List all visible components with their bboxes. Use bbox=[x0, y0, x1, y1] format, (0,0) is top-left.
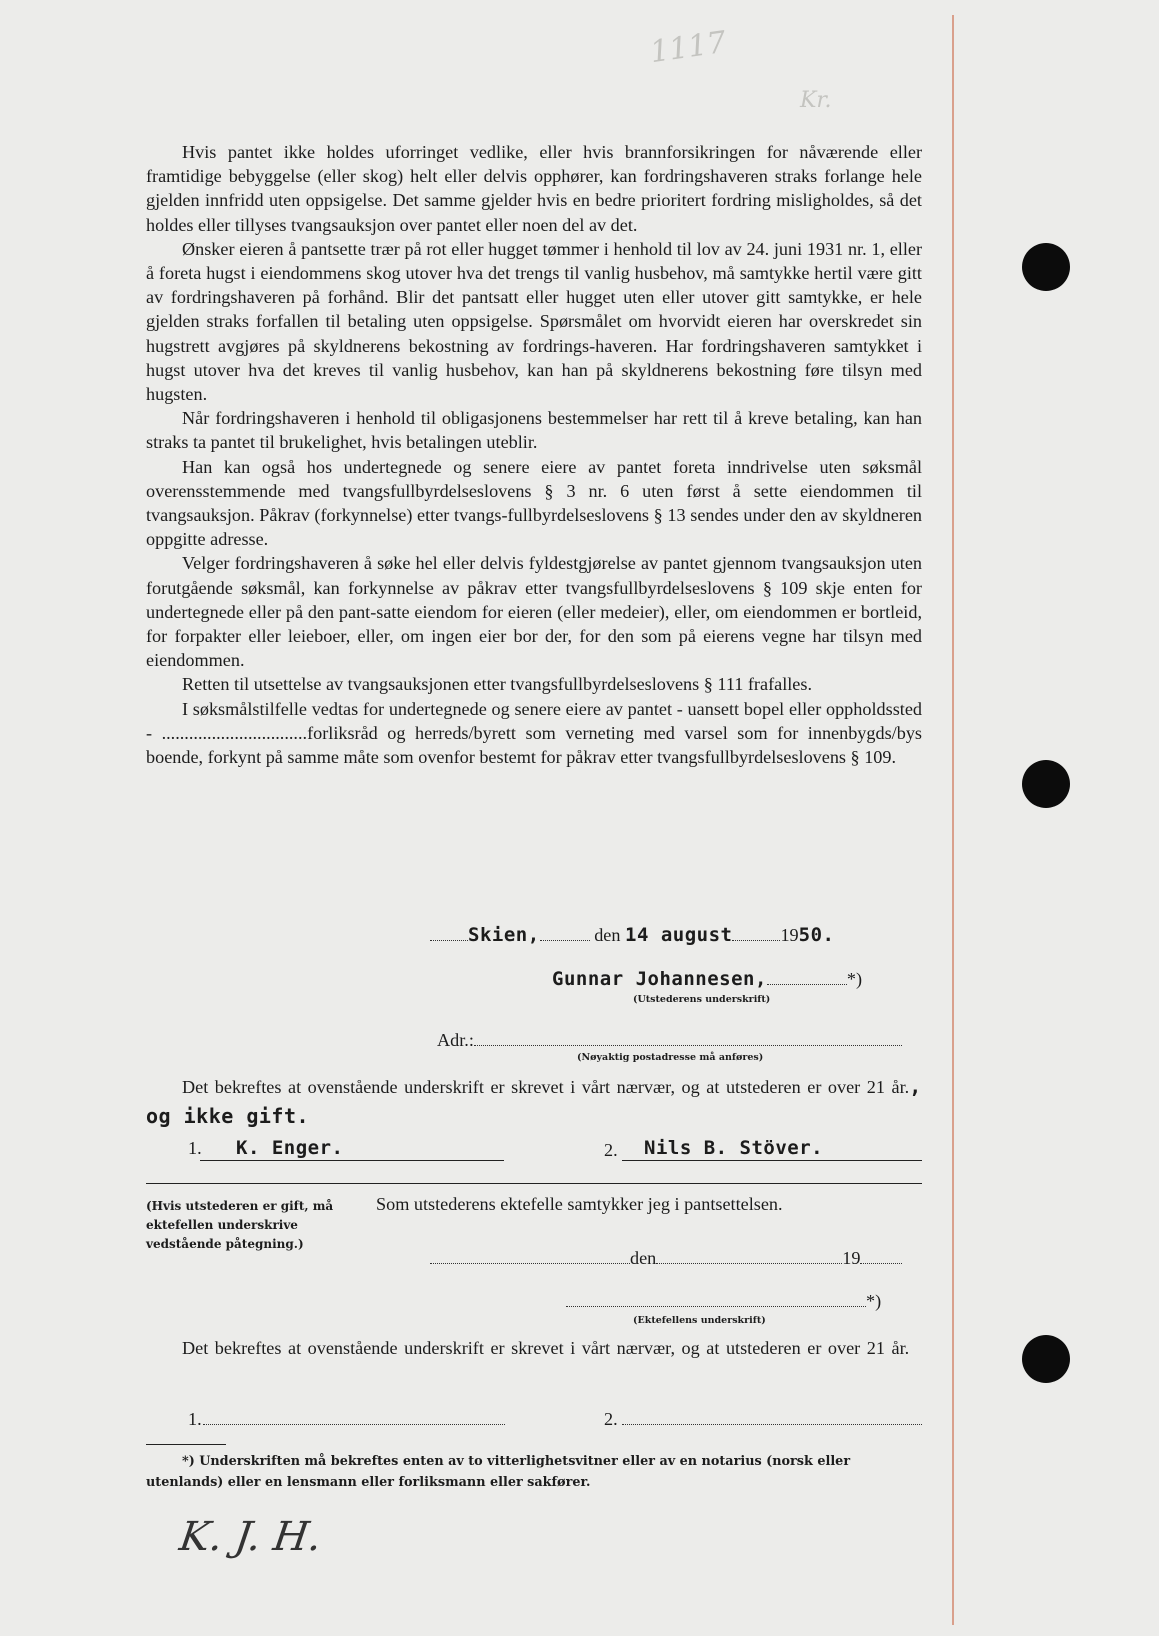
witness2-1-line bbox=[203, 1424, 505, 1425]
signature-line bbox=[552, 968, 912, 990]
date: 14 august bbox=[625, 924, 733, 946]
paragraph: Velger fordringshaveren å søke hel eller delvis fyldestgjørelse av pantet gjennom tvangsauksjon uten forutgående søksmål, kan forkynnelse av påkrav etter tvangsfullbyrdelseslovens § 109 skje enten for undertegnede eller på den pant-satte eiendom for eieren (eller medeier), eller, om eiendommen er bortleid, for forpakter eller leieboer, eller, om ingen eier bor der, for den som på eierens vegne har tilsyn med eiendommen. bbox=[146, 553, 922, 671]
spouse-note: (Hvis utstederen er gift, må ektefellen underskrive vedstående påtegning.) bbox=[146, 1199, 334, 1251]
footnote: *) Underskriften må bekreftes enten av to vitterlighetsvitner eller av en notarius (norsk eller utenlands) eller en lensmann eller forliksmann eller sakfører. bbox=[146, 1454, 851, 1490]
signature-label: (Utstederens underskrift) bbox=[633, 994, 771, 1005]
paragraph: Retten til utsettelse av tvangsauksjonen etter tvangsfullbyrdelseslovens § 111 frafalles. bbox=[182, 674, 812, 695]
witness-addition: , og ikke gift. bbox=[146, 1074, 922, 1128]
paragraph: I søksmålstilfelle vedtas for undertegnede og senere eiere av pantet - uansett bopel eller oppholdssted - ................................forliksråd og herreds/byrett som verneting med varsel som for innenbygds/bys boende, forkynt på samme måte som ovenfor bestemt for påkrav etter tvangsfullbyrdelseslovens § 109. bbox=[146, 698, 922, 768]
den-label: den bbox=[594, 925, 621, 945]
year-prefix: 19 bbox=[780, 925, 799, 945]
witness2-text: Det bekreftes at ovenstående underskrift er skrevet i vårt nærvær, og at utstederen er over 21 år. bbox=[182, 1338, 910, 1358]
paragraph: Han kan også hos undertegnede og senere eiere av pantet foreta inndrivelse uten søksmål overensstemmende med tvangsfullbyrdelseslovens § 3 nr. 6 uten først å sette eiendommen til tvangsauksjon. Påkrav (forkynnelse) etter tvangs-fullbyrdelseslovens § 13 sendes under den av skyldneren oppgitte adresse. bbox=[146, 456, 922, 550]
terms-body bbox=[146, 140, 922, 769]
witness2-1-num: 1. bbox=[188, 1409, 202, 1429]
witness1-name: K. Enger. bbox=[236, 1137, 344, 1159]
witness2-2-line bbox=[622, 1424, 922, 1425]
footnote-rule bbox=[146, 1444, 226, 1445]
witness1-num: 1. bbox=[188, 1138, 202, 1158]
paragraph: Hvis pantet ikke holdes uforringet vedlike, eller hvis brannforsikringen for nåværende eller framtidige bebyggelse (eller skog) helt eller delvis opphører, kan fordringshaveren straks forlange hele gjelden innfridd uten oppsigelse. Det samme gjelder hvis en bedre prioritert fordring misligholdes, så det holdes eller tillyses tvangsauksjon over pantet eller noen del av det. bbox=[146, 142, 922, 235]
witness2-2-num: 2. bbox=[604, 1409, 618, 1429]
date-line bbox=[430, 924, 920, 946]
witness2-name: Nils B. Stöver. bbox=[644, 1137, 824, 1159]
spouse-signature-label: (Ektefellens underskrift) bbox=[633, 1315, 766, 1326]
punch-hole bbox=[1022, 760, 1070, 808]
top-stamp: Kr. bbox=[800, 88, 832, 113]
spouse-consent-text: Som utstederens ektefelle samtykker jeg i pantsettelsen. bbox=[376, 1194, 783, 1214]
punch-hole bbox=[1022, 243, 1070, 291]
spouse-date-line bbox=[430, 1248, 920, 1269]
address-hint: (Nøyaktig postadresse må anføres) bbox=[577, 1052, 764, 1063]
witness2-num: 2. bbox=[604, 1140, 618, 1160]
spouse-asterisk: *) bbox=[866, 1291, 882, 1311]
signature-name: Gunnar Johannesen, bbox=[552, 968, 767, 990]
address-line bbox=[437, 1030, 922, 1051]
paragraph: Ønsker eieren å pantsette trær på rot eller hugget tømmer i henhold til lov av 24. juni 1931 nr. 1, eller å foreta hugst i eiendommens skog utover hva det trengs til vanlig husbehov, må samtykke hertil være gitt av fordringshaveren på forhånd. Blir det pantsatt eller hugget uten eller utover gitt samtykke, er hele gjelden straks forfallen til betaling uten oppsigelse. Spørsmålet om hvorvidt eieren har overskredet sin hugstrett avgjøres på skyldnerens bekostning av fordrings-haveren. Har fordringshaveren samtykket i hugst utover hva det kreves til vanlig husbehov, kan han på skyldnerens bekostning føre tilsyn med hugsten. bbox=[146, 238, 922, 405]
paragraph: Når fordringshaveren i henhold til obligasjonens bestemmelser har rett til å kreve betaling, kan han straks ta pantet til brukelighet, hvis betalingen uteblir. bbox=[146, 408, 922, 453]
address-label: Adr.: bbox=[437, 1030, 474, 1050]
punch-hole bbox=[1022, 1335, 1070, 1383]
signature-asterisk: *) bbox=[846, 969, 863, 989]
witness1-line bbox=[200, 1160, 504, 1161]
witness2-line bbox=[622, 1160, 922, 1161]
section-divider bbox=[146, 1183, 922, 1184]
witness-block-2 bbox=[146, 1336, 922, 1361]
year-suffix: 50. bbox=[798, 924, 835, 946]
spouse-signature-line bbox=[566, 1291, 896, 1312]
spouse-den: den bbox=[630, 1248, 657, 1268]
spouse-year-prefix: 19 bbox=[842, 1248, 861, 1268]
witness-text: Det bekreftes at ovenstående underskrift er skrevet i vårt nærvær, og at utstederen er over 21 år. bbox=[182, 1077, 910, 1097]
witness-block-1 bbox=[146, 1072, 922, 1132]
margin-rule bbox=[952, 15, 954, 1625]
place: Skien, bbox=[468, 924, 540, 946]
top-handwriting: 1117 bbox=[647, 24, 729, 71]
initials-handwriting: K. J. H. bbox=[176, 1514, 325, 1560]
